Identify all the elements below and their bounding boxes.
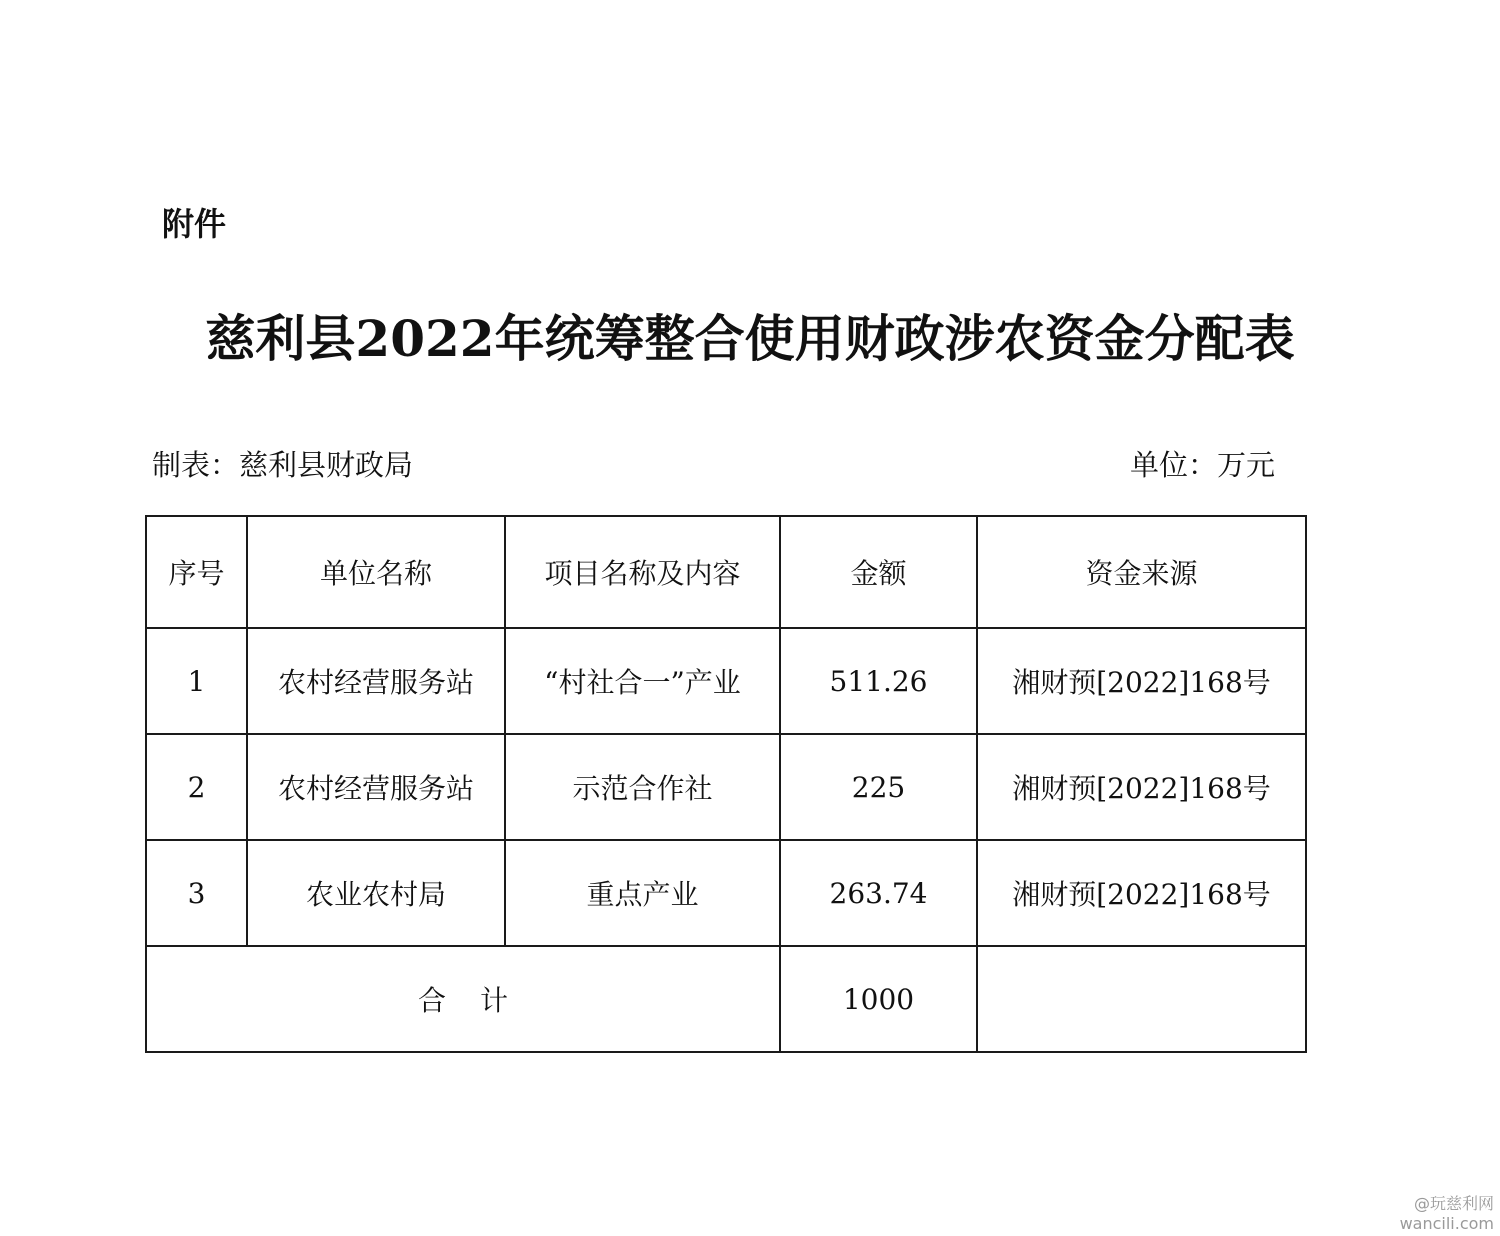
total-label: 合计 (417, 984, 542, 1017)
cell-no: 1 (146, 628, 247, 734)
cell-amount: 263.74 (780, 840, 977, 946)
cell-source: 湘财预[2022]168号 (977, 840, 1306, 946)
cell-source: 湘财预[2022]168号 (977, 734, 1306, 840)
header-project: 项目名称及内容 (505, 516, 780, 628)
watermark-line1: @玩慈利网 (1413, 1194, 1494, 1213)
unit-note: 单位：万元 (1130, 448, 1276, 482)
watermark (1400, 1194, 1494, 1234)
table-row (146, 628, 1306, 734)
cell-no: 3 (146, 840, 247, 946)
cell-amount: 225 (780, 734, 977, 840)
table-header-row (146, 516, 1306, 628)
header-unit-name: 单位名称 (247, 516, 505, 628)
cell-unit-name: 农村经营服务站 (247, 734, 505, 840)
cell-project: 示范合作社 (505, 734, 780, 840)
table-row (146, 840, 1306, 946)
prepared-by: 制表：慈利县财政局 (152, 448, 414, 482)
total-label-cell (146, 946, 780, 1052)
cell-unit-name: 农村经营服务站 (247, 628, 505, 734)
cell-unit-name: 农业农村局 (247, 840, 505, 946)
header-amount: 金额 (780, 516, 977, 628)
header-no: 序号 (146, 516, 247, 628)
cell-amount: 511.26 (780, 628, 977, 734)
allocation-table (145, 515, 1307, 1053)
table-total-row (146, 946, 1306, 1052)
cell-source: 湘财预[2022]168号 (977, 628, 1306, 734)
attachment-label: 附件 (162, 205, 227, 243)
total-amount: 1000 (780, 946, 977, 1052)
cell-project: “村社合一”产业 (505, 628, 780, 734)
cell-project: 重点产业 (505, 840, 780, 946)
total-source (977, 946, 1306, 1052)
header-source: 资金来源 (977, 516, 1306, 628)
document-title: 慈利县2022年统筹整合使用财政涉农资金分配表 (205, 309, 1295, 368)
watermark-line2: wancili.com (1399, 1214, 1494, 1233)
cell-no: 2 (146, 734, 247, 840)
table-row (146, 734, 1306, 840)
